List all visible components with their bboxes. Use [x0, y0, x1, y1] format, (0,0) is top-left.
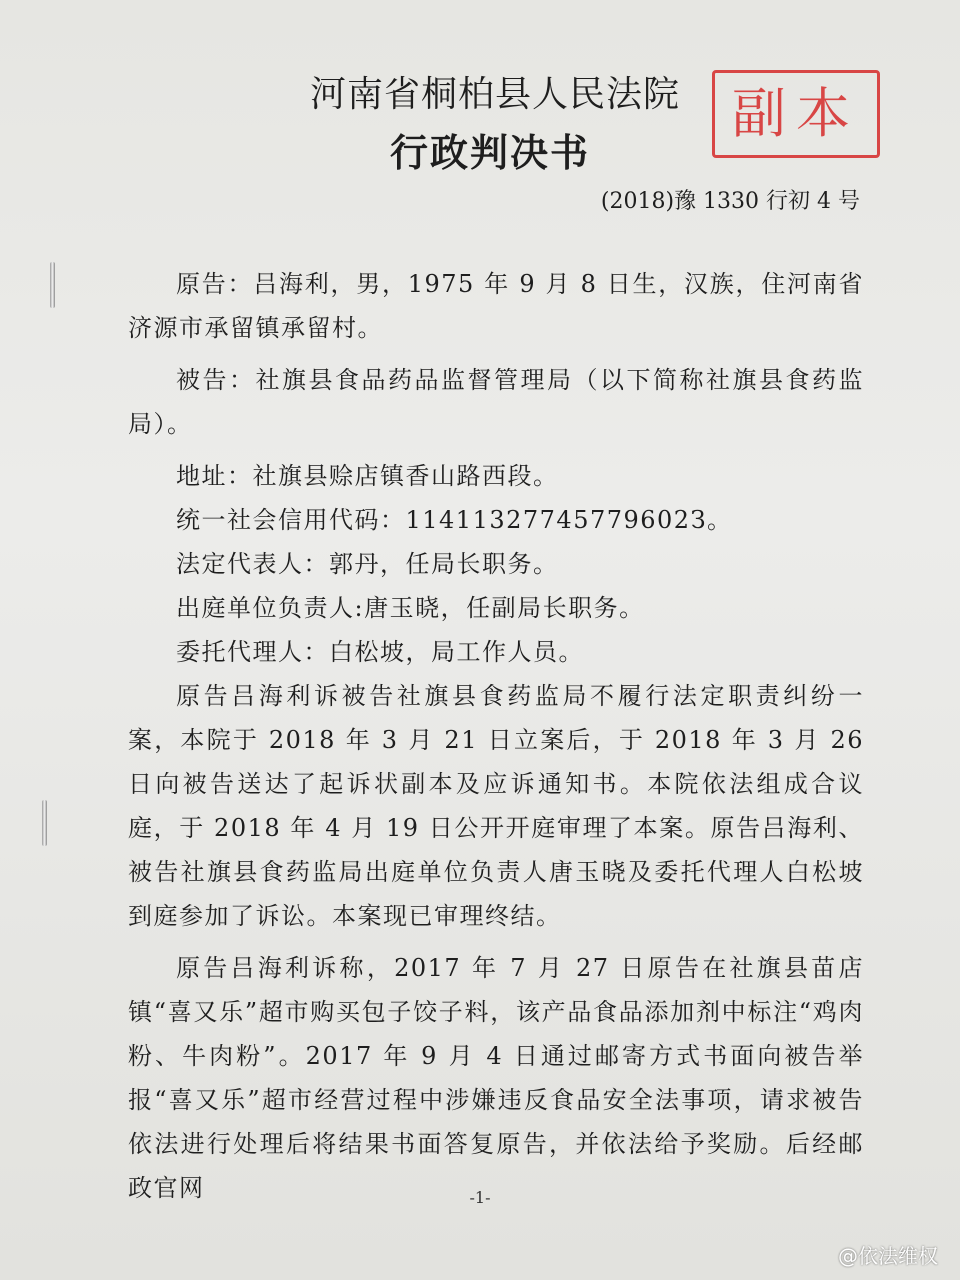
- agent-paragraph: 委托代理人：白松坡，局工作人员。: [176, 638, 584, 666]
- credit-code-paragraph: 统一社会信用代码：11411327745779602З。: [176, 506, 733, 534]
- copy-stamp: 副本: [712, 70, 880, 158]
- staple-top: [50, 262, 55, 308]
- staple-bottom: [42, 800, 47, 846]
- document-type-title: 行政判决书: [389, 130, 590, 175]
- weibo-watermark: @依法维权: [838, 1244, 938, 1268]
- legal-rep-paragraph: 法定代表人：郭丹，任局长职务。: [176, 550, 559, 578]
- document-body: [128, 262, 864, 1210]
- case-number: (2018)豫 1330 行初 4 号: [600, 189, 860, 214]
- case-history-paragraph: 原告吕海利诉被告社旗县食药监局不履行法定职责纠纷一案，本院于 2018 年 3 月 21 日立案后，于 2018 年 3 月 26 日向被告送达了起诉状副本及应诉通知书。本院依法组成合议庭，于 2018 年 4 月 19 日公开开庭审理了本案。原告吕海利、被告社旗县食药监局出庭单位负责人唐玉晓及委托代理人白松坡到庭参加了诉讼。本案现已审理终结。: [128, 682, 864, 930]
- defendant-paragraph: 被告：社旗县食品药品监督管理局（以下简称社旗县食药监局）。: [128, 366, 864, 438]
- plaintiff-claim-paragraph: 原告吕海利诉称，2017 年 7 月 27 日原告在社旗县苗店镇“喜又乐”超市购买包子饺子料，该产品食品添加剂中标注“鸡肉粉、牛肉粉”。2017 年 9 月 4 日通过邮寄方式书面向被告举报“喜又乐”超市经营过程中涉嫌违反食品安全法事项，请求被告依法进行处理后将结果书面答复原告，并依法给予奖励。后经邮政官网: [128, 954, 864, 1202]
- court-name: 河南省桐柏县人民法院: [309, 74, 680, 115]
- page-number: -1-: [469, 1188, 491, 1207]
- address-paragraph: 地址：社旗县赊店镇香山路西段。: [176, 462, 559, 490]
- court-attendee-paragraph: 出庭单位负责人:唐玉晓，任副局长职务。: [176, 594, 645, 622]
- plaintiff-paragraph: 原告：吕海利，男，1975 年 9 月 8 日生，汉族，住河南省济源市承留镇承留村。: [128, 270, 864, 342]
